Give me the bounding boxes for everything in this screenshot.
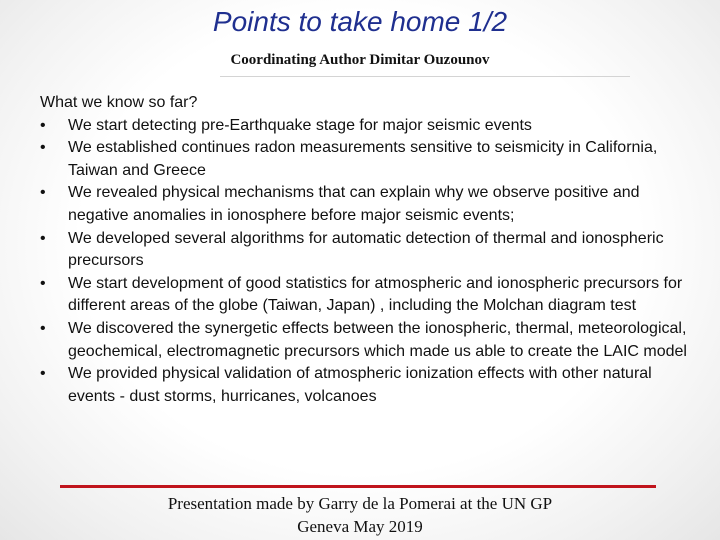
bullet-item: [40, 363, 690, 408]
bullet-icon: •: [40, 116, 46, 134]
footer-line-1: Presentation made by Garry de la Pomerai at the UN GP: [167, 494, 553, 513]
bullet-text: We established continues radon measurements sensitive to seismicity in California, Taiwan and Greece: [68, 139, 658, 179]
bullet-item: [40, 182, 690, 227]
bullet-item: [40, 273, 690, 318]
slide-subtitle: Coordinating Author Dimitar Ouzounov: [230, 52, 490, 68]
bullet-text: We revealed physical mechanisms that can explain why we observe positive and negative anomalies in ionosphere before major seismic events;: [68, 184, 640, 224]
bullet-text: We start detecting pre-Earthquake stage for major seismic events: [68, 116, 532, 134]
slide-content: [40, 92, 690, 408]
bullet-icon: •: [40, 319, 46, 337]
bullet-item: [40, 228, 690, 273]
bullet-list: [40, 115, 690, 409]
bullet-icon: •: [40, 229, 46, 247]
footer-divider: [60, 485, 656, 488]
bullet-item: [40, 115, 690, 138]
bullet-icon: •: [40, 184, 46, 202]
bullet-text: We developed several algorithms for automatic detection of thermal and ionospheric precursors: [68, 229, 664, 270]
bullet-item: [40, 318, 690, 363]
subtitle-divider: [220, 76, 630, 77]
bullet-icon: •: [40, 274, 46, 292]
bullet-text: We start development of good statistics for atmospheric and ionospheric precursors for different areas of the globe (Taiwan, Japan) , including the Molchan diagram test: [68, 274, 683, 315]
slide-title: Points to take home 1/2: [212, 6, 508, 37]
bullet-text: We discovered the synergetic effects between the ionospheric, thermal, meteorological, geochemical, electromagnetic precursors which made us able to create the LAIC model: [68, 319, 687, 360]
footer-line-2: Geneva May 2019: [297, 517, 423, 536]
bullet-icon: •: [40, 139, 46, 157]
bullet-item: [40, 137, 690, 182]
bullet-icon: •: [40, 365, 46, 383]
footer: [0, 492, 720, 538]
content-heading: What we know so far?: [40, 94, 198, 111]
bullet-text: We provided physical validation of atmospheric ionization effects with other natural events - dust storms, hurricanes, volcanoes: [68, 365, 652, 405]
